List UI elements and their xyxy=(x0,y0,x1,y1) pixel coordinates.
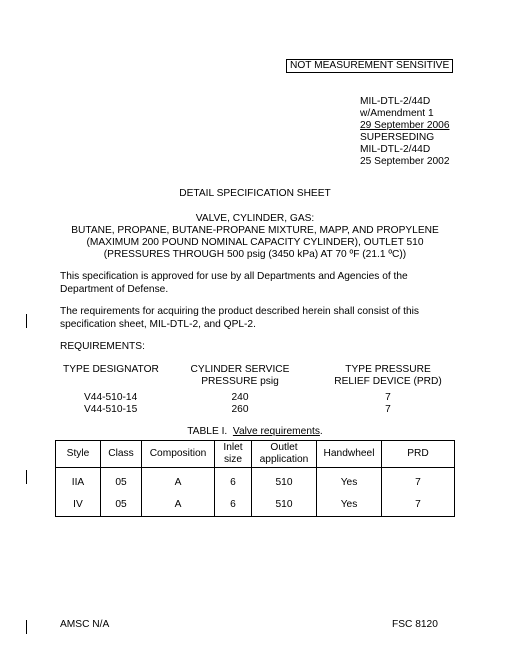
cell-class: 05 xyxy=(101,468,142,495)
header-handwheel: Handwheel xyxy=(317,441,382,468)
fsc-label: FSC 8120 xyxy=(392,619,438,630)
cell-outlet-application: 510 xyxy=(252,494,317,517)
header-inlet-size: Inlet size xyxy=(215,441,252,468)
col-prd-line1: TYPE PRESSURE xyxy=(345,364,431,375)
change-bar xyxy=(26,470,27,484)
approval-paragraph: This specification is approved for use by all Departments and Agencies of the Department of Defense. xyxy=(60,271,408,295)
change-bar xyxy=(26,314,27,328)
row-designator: V44-510-15 xyxy=(84,404,138,415)
table-row xyxy=(56,494,455,517)
cell-prd: 7 xyxy=(382,468,455,495)
col-prd-line2: RELIEF DEVICE (PRD) xyxy=(334,376,442,387)
table-header-row xyxy=(56,441,455,468)
doc-id-line: w/Amendment 1 xyxy=(360,108,434,119)
header-composition: Composition xyxy=(142,441,215,468)
table-caption xyxy=(0,426,510,438)
table-caption-prefix: TABLE I. xyxy=(187,426,228,437)
table-caption-suffix: . xyxy=(319,426,323,437)
doc-id-line: MIL-DTL-2/44D xyxy=(360,96,431,107)
table-row xyxy=(56,468,455,495)
doc-id-date: 29 September 2006 xyxy=(360,120,450,131)
measurement-sensitivity-label: NOT MEASUREMENT SENSITIVE xyxy=(286,59,453,73)
cell-handwheel: Yes xyxy=(317,468,382,495)
cell-handwheel: Yes xyxy=(317,494,382,517)
cell-prd: 7 xyxy=(382,494,455,517)
doc-id-line: SUPERSEDING xyxy=(360,132,435,143)
item-subtitle-line: (PRESSURES THROUGH 500 psig (3450 kPa) AT 70 ºF (21.1 ºC)) xyxy=(103,249,407,260)
col-service-pressure-line2: PRESSURE psig xyxy=(201,376,279,387)
row-prd: 7 xyxy=(385,404,391,415)
cell-style: IIA xyxy=(56,468,101,495)
row-prd: 7 xyxy=(385,392,391,403)
col-type-designator: TYPE DESIGNATOR xyxy=(63,364,159,375)
cell-class: 05 xyxy=(101,494,142,517)
table-caption-title: Valve requirements xyxy=(232,426,320,437)
sheet-title: DETAIL SPECIFICATION SHEET xyxy=(179,188,331,199)
cell-composition: A xyxy=(142,494,215,517)
cell-outlet-application: 510 xyxy=(252,468,317,495)
header-outlet-application: Outlet application xyxy=(252,441,317,468)
requirements-paragraph: The requirements for acquiring the product described herein shall consist of this specification sheet, MIL-DTL-2, and QPL-2. xyxy=(60,306,420,330)
row-designator: V44-510-14 xyxy=(84,392,138,403)
col-service-pressure-line1: CYLINDER SERVICE xyxy=(190,364,290,375)
cell-composition: A xyxy=(142,468,215,495)
header-style: Style xyxy=(56,441,101,468)
item-title: VALVE, CYLINDER, GAS: xyxy=(195,213,315,224)
requirements-heading: REQUIREMENTS: xyxy=(60,341,145,352)
row-pressure: 260 xyxy=(231,404,249,415)
item-subtitle-line: (MAXIMUM 200 POUND NOMINAL CAPACITY CYLINDER), OUTLET 510 xyxy=(86,237,424,248)
cell-style: IV xyxy=(56,494,101,517)
cell-inlet-size: 6 xyxy=(215,494,252,517)
document-identifier-block xyxy=(360,96,450,168)
doc-id-line: MIL-DTL-2/44D xyxy=(360,144,431,155)
item-subtitle-line: BUTANE, PROPANE, BUTANE-PROPANE MIXTURE, MAPP, AND PROPYLENE xyxy=(71,225,439,236)
doc-id-line: 25 September 2002 xyxy=(360,156,450,167)
row-pressure: 240 xyxy=(231,392,249,403)
cell-inlet-size: 6 xyxy=(215,468,252,495)
amsc-label: AMSC N/A xyxy=(60,619,110,630)
header-class: Class xyxy=(101,441,142,468)
header-prd: PRD xyxy=(382,441,455,468)
valve-requirements-table xyxy=(55,440,455,517)
change-bar xyxy=(26,620,27,634)
